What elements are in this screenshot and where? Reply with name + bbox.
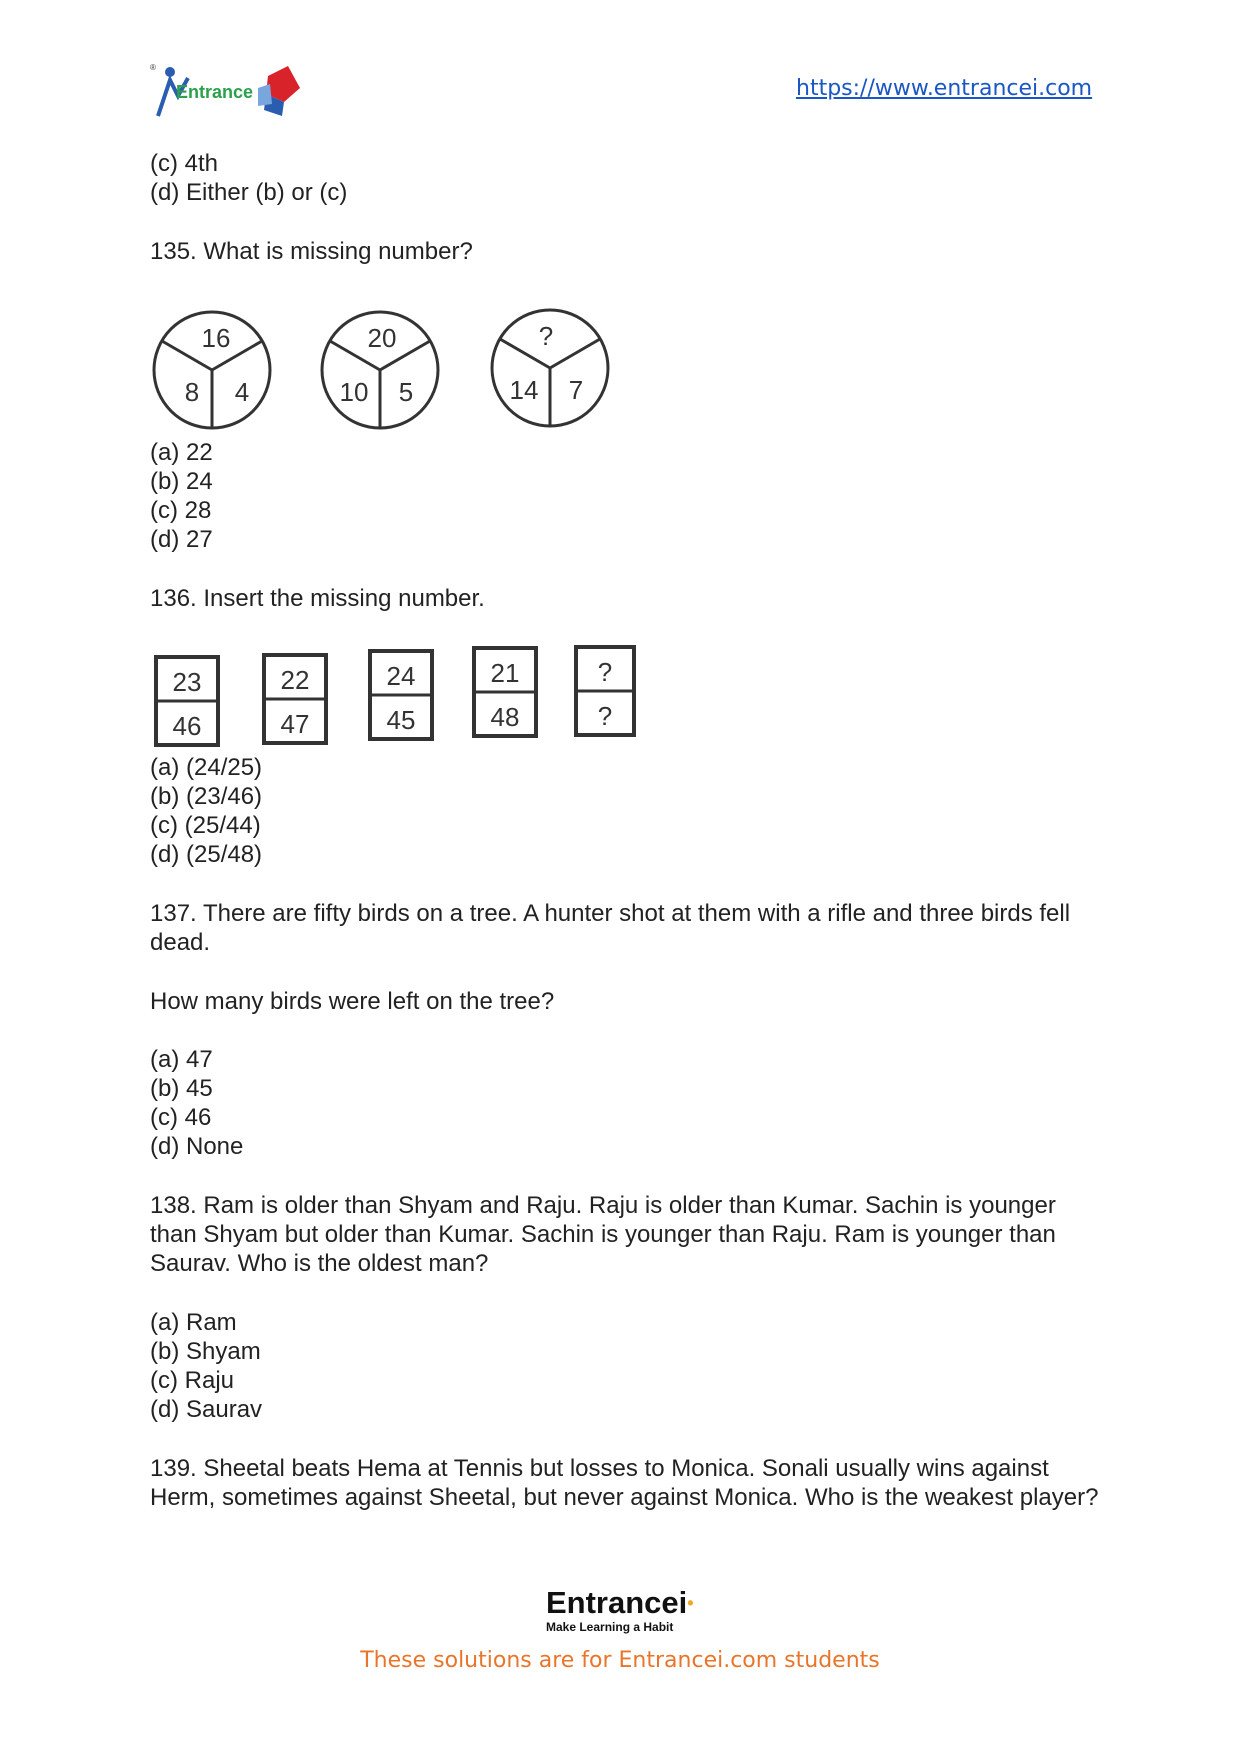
box-2-bottom: 47 bbox=[280, 709, 310, 739]
prev-options-list bbox=[150, 149, 347, 207]
circle-3-right: 7 bbox=[568, 375, 584, 405]
box-figure-1 bbox=[156, 657, 218, 745]
footer-brand-text: Entrancei bbox=[546, 1585, 688, 1620]
box-3-top: 24 bbox=[386, 661, 416, 691]
circle-3-top: ? bbox=[538, 321, 554, 351]
circle-2-right: 5 bbox=[398, 377, 414, 407]
footer-brand bbox=[546, 1586, 696, 1620]
list-item: (c) Raju bbox=[150, 1367, 235, 1394]
list-item: (c) (25/44) bbox=[150, 812, 261, 839]
box-2-top: 22 bbox=[280, 665, 310, 695]
q138-options-list bbox=[150, 1308, 262, 1424]
list-item: (d) Either (b) or (c) bbox=[150, 179, 348, 206]
question-136: 136. Insert the missing number. bbox=[150, 585, 485, 612]
box-5-top: ? bbox=[597, 657, 613, 687]
q136-options-list bbox=[150, 753, 262, 869]
list-item: (d) 27 bbox=[150, 526, 213, 553]
logo-text: Entrance bbox=[176, 82, 254, 102]
question-139: 139. Sheetal beats Hema at Tennis but losses to Monica. Sonali usually wins against Herm, sometimes against Sheetal, but never against Monica. Who is the weakest player? bbox=[150, 1455, 1099, 1511]
footer-tagline: Make Learning a Habit bbox=[546, 1620, 674, 1634]
box-figure-4 bbox=[474, 648, 536, 736]
list-item: (b) Shyam bbox=[150, 1338, 261, 1365]
list-item: (a) (24/25) bbox=[150, 754, 263, 781]
box-4-top: 21 bbox=[490, 658, 520, 688]
list-item: (a) 22 bbox=[150, 439, 213, 466]
question-138: 138. Ram is older than Shyam and Raju. Raju is older than Kumar. Sachin is younger than Shyam but older than Kumar. Sachin is younger than Raju. Ram is younger than Saurav. Who is the oldest man? bbox=[150, 1192, 1056, 1277]
question-135: 135. What is missing number? bbox=[150, 238, 473, 265]
logo-mark-icon bbox=[148, 58, 308, 120]
circle-2-left: 10 bbox=[339, 377, 369, 407]
site-url-link[interactable]: https://www.entrancei.com bbox=[796, 76, 1093, 101]
registered-mark: ® bbox=[150, 63, 156, 72]
circle-figure-3 bbox=[492, 310, 608, 426]
list-item: (b) 24 bbox=[150, 468, 213, 495]
circle-figure-1 bbox=[154, 312, 270, 428]
entrance-logo bbox=[148, 58, 308, 120]
circle-2-top: 20 bbox=[367, 323, 397, 353]
list-item: (b) 45 bbox=[150, 1075, 213, 1102]
box-figure-3 bbox=[370, 651, 432, 739]
list-item: (c) 28 bbox=[150, 497, 212, 524]
question-137: 137. There are fifty birds on a tree. A hunter shot at them with a rifle and three birds fell dead. bbox=[150, 900, 1071, 956]
circle-1-top: 16 bbox=[201, 323, 231, 353]
question-137-sub: How many birds were left on the tree? bbox=[150, 988, 555, 1015]
q135-options-list bbox=[150, 438, 213, 554]
q135-circles-figure bbox=[150, 305, 620, 435]
list-item: (a) 47 bbox=[150, 1046, 213, 1073]
list-item: (a) Ram bbox=[150, 1309, 237, 1336]
list-item: (d) Saurav bbox=[150, 1396, 263, 1423]
q137-options-list bbox=[150, 1045, 243, 1161]
box-3-bottom: 45 bbox=[386, 705, 416, 735]
q136-boxes-figure bbox=[150, 645, 650, 755]
list-item: (d) (25/48) bbox=[150, 841, 263, 868]
list-item: (c) 4th bbox=[150, 150, 219, 177]
list-item: (d) None bbox=[150, 1133, 244, 1160]
list-item: (c) 46 bbox=[150, 1104, 212, 1131]
box-4-bottom: 48 bbox=[490, 702, 520, 732]
brand-dot-icon: • bbox=[687, 1593, 694, 1613]
footer-note: These solutions are for Entrancei.com students bbox=[360, 1648, 880, 1673]
box-5-bottom: ? bbox=[597, 701, 613, 731]
box-figure-5 bbox=[576, 647, 634, 735]
circle-figure-2 bbox=[322, 312, 438, 428]
box-1-bottom: 46 bbox=[172, 711, 202, 741]
circle-3-left: 14 bbox=[509, 375, 539, 405]
list-item: (b) (23/46) bbox=[150, 783, 263, 810]
circle-1-right: 4 bbox=[234, 377, 250, 407]
box-figure-2 bbox=[264, 655, 326, 743]
box-1-top: 23 bbox=[172, 667, 202, 697]
circle-1-left: 8 bbox=[184, 377, 200, 407]
footer-brand-block bbox=[546, 1586, 696, 1634]
